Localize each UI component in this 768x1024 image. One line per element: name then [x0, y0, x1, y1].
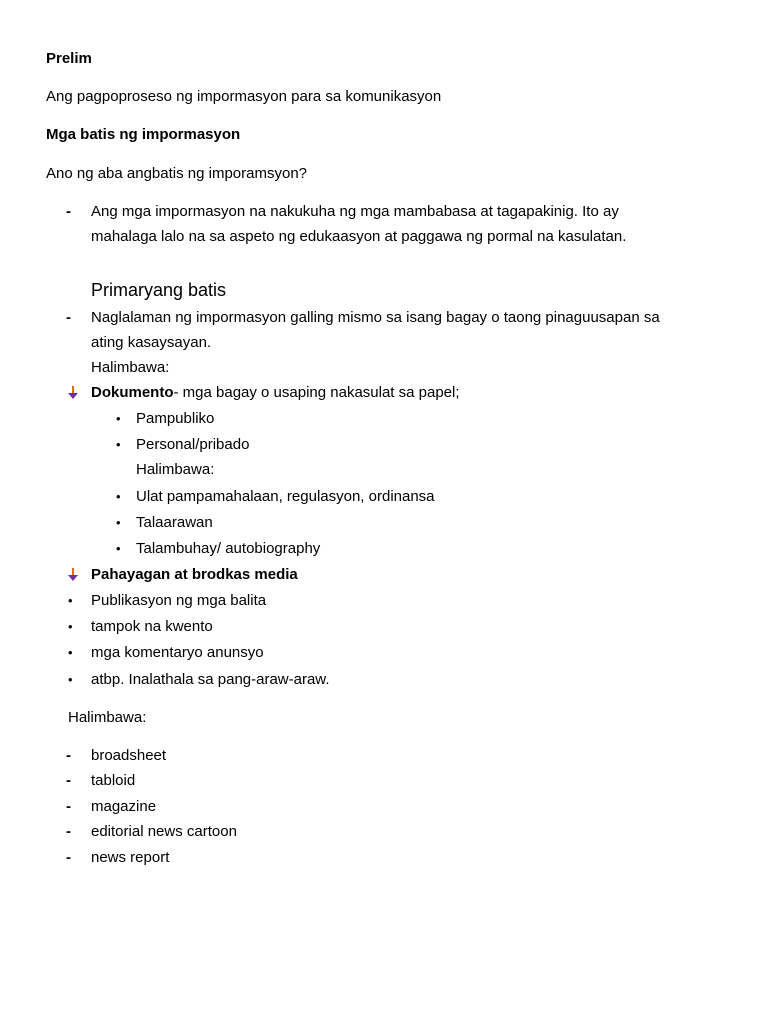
primary-line-1: Naglalaman ng impormasyon galling mismo sa isang bagay o taong pinaguusapan sa — [91, 309, 660, 326]
dash-marker: - — [66, 309, 71, 326]
list-item: mga komentaryo anunsyo — [91, 644, 264, 661]
bullet-marker: • — [116, 437, 121, 452]
arrow-bullet-icon — [66, 567, 80, 589]
dash-marker: - — [66, 772, 71, 789]
dash-marker: - — [66, 849, 71, 866]
dokumento-item — [91, 383, 460, 403]
bullet-marker: • — [68, 619, 73, 634]
question-text: Ano ng aba angbatis ng imporamsyon? — [46, 165, 308, 182]
examples-label: Halimbawa: — [68, 709, 147, 726]
dash-marker: - — [66, 798, 71, 815]
list-item: tabloid — [91, 772, 136, 789]
section-heading: Mga batis ng impormasyon — [46, 126, 241, 143]
arrow-bullet-icon — [66, 385, 80, 407]
media-term: Pahayagan at brodkas media — [91, 566, 298, 583]
list-item: atbp. Inalathala sa pang-araw-araw. — [91, 671, 330, 688]
list-item: Pampubliko — [136, 410, 215, 427]
bullet-marker: • — [116, 541, 121, 556]
dokumento-desc: - mga bagay o usaping nakasulat sa papel; — [173, 384, 460, 401]
primary-example-label: Halimbawa: — [91, 359, 170, 376]
list-item: broadsheet — [91, 747, 167, 764]
list-item: editorial news cartoon — [91, 823, 237, 840]
dokumento-example-label: Halimbawa: — [136, 461, 215, 478]
dash-marker: - — [66, 823, 71, 840]
page-title: Prelim — [46, 50, 92, 67]
list-item: Talaarawan — [136, 514, 213, 531]
list-item: Publikasyon ng mga balita — [91, 592, 267, 609]
list-item: Personal/pribado — [136, 436, 250, 453]
bullet-marker: • — [68, 672, 73, 687]
primary-heading: Primaryang batis — [91, 280, 227, 300]
bullet-marker: • — [116, 515, 121, 530]
dash-marker: - — [66, 747, 71, 764]
bullet-marker: • — [116, 489, 121, 504]
answer-line-2: mahalaga lalo na sa aspeto ng edukaasyon at paggawa ng pormal na kasulatan. — [91, 228, 627, 245]
primary-line-2: ating kasaysayan. — [91, 334, 212, 351]
answer-line-1: Ang mga impormasyon na nakukuha ng mga mambabasa at tagapakinig. Ito ay — [91, 203, 619, 220]
list-item: Ulat pampamahalaan, regulasyon, ordinansa — [136, 488, 435, 505]
list-item: Talambuhay/ autobiography — [136, 540, 321, 557]
bullet-marker: • — [68, 593, 73, 608]
list-item: tampok na kwento — [91, 618, 213, 635]
dokumento-term: Dokumento — [91, 384, 174, 401]
list-item: magazine — [91, 798, 157, 815]
bullet-marker: • — [68, 645, 73, 660]
bullet-marker: • — [116, 411, 121, 426]
subtitle: Ang pagpoproseso ng impormasyon para sa komunikasyon — [46, 88, 442, 105]
list-item: news report — [91, 849, 170, 866]
dash-marker: - — [66, 203, 71, 220]
